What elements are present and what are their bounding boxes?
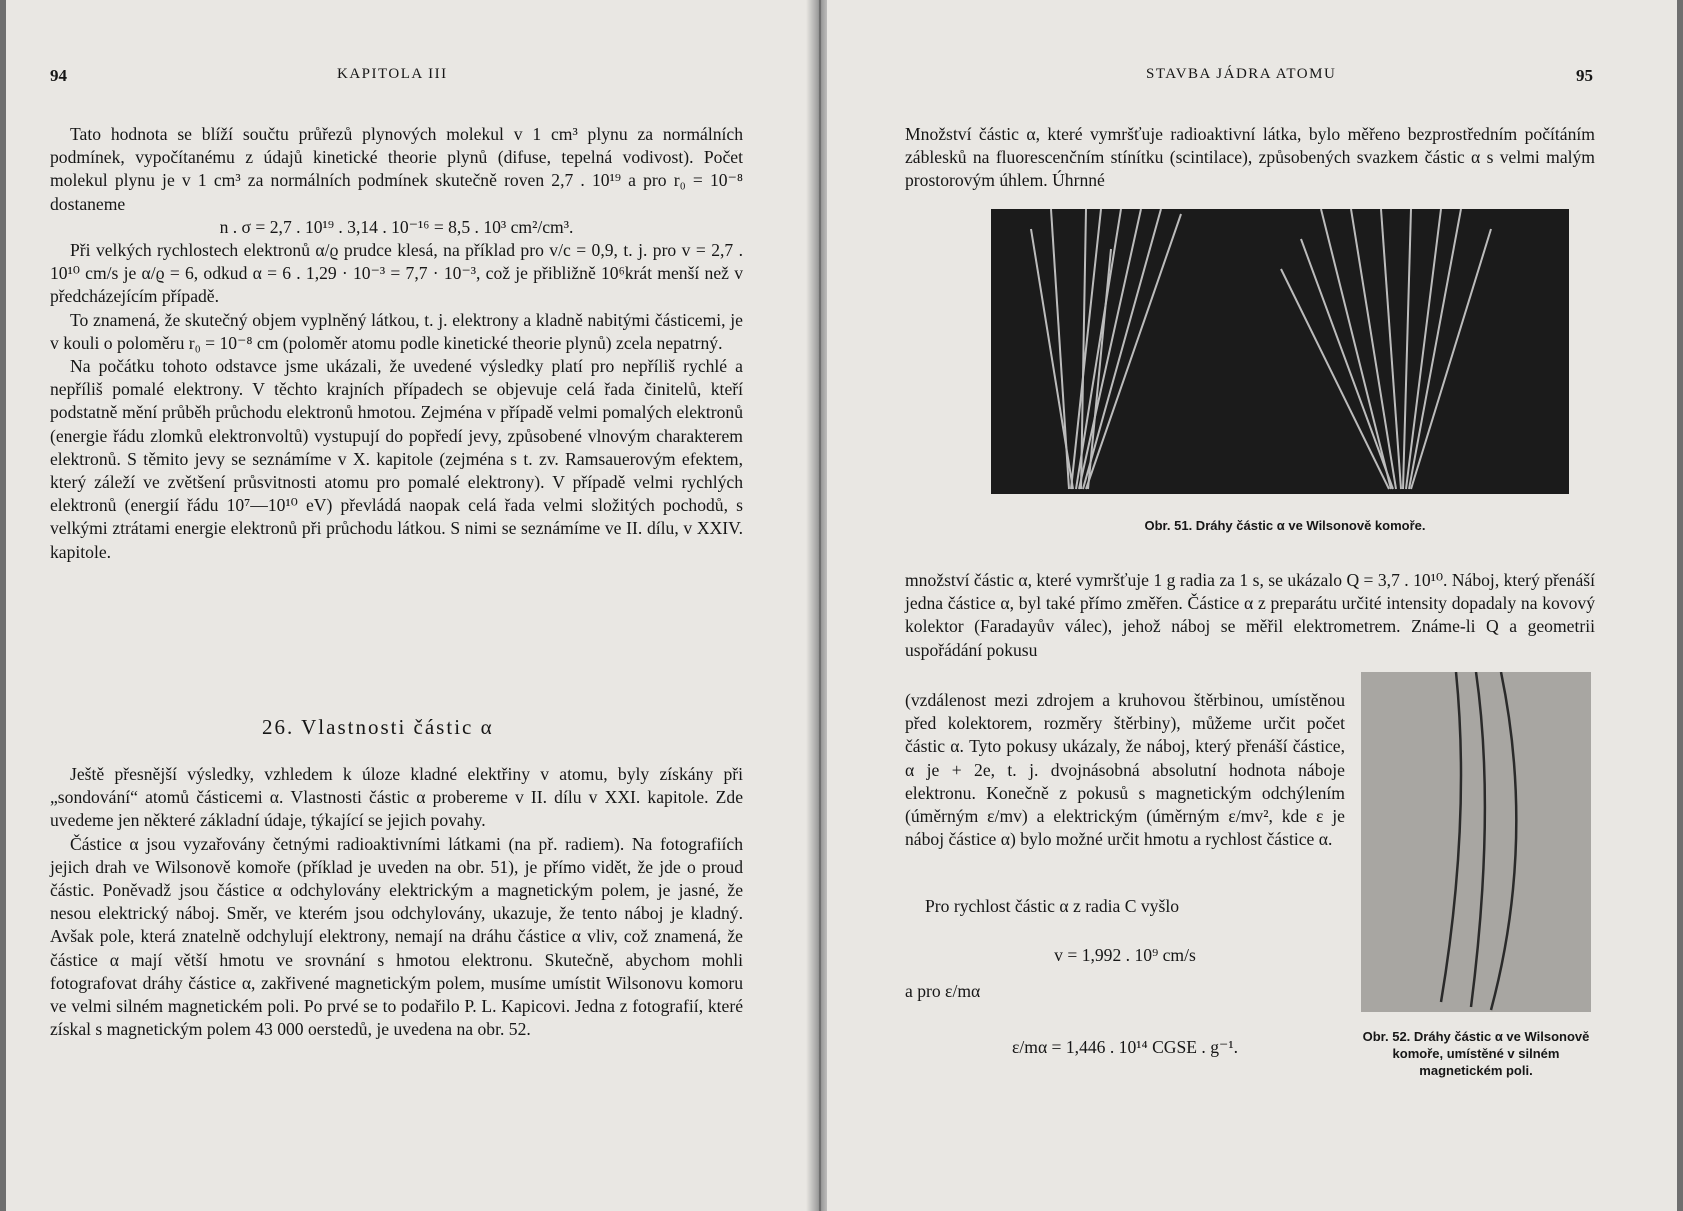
left-text-block-1 [50, 123, 743, 564]
right-page-number: 95 [1576, 66, 1593, 85]
left-paragraph-2: Při velkých rychlostech elektronů α/ϱ prudce klesá, na příklad pro v/c = 0,9, t. j. pro v = 2,7 . 10¹⁰ cm/s je α/ϱ = 6, odkud α = 6 . 1,29 · 10⁻³ = 7,7 · 10⁻³, což je přibližně 10⁶krát menší než v předcházejícím případě. [50, 240, 743, 307]
right-paragraph-4: a pro ε/mα [905, 981, 981, 1001]
left-paragraph-5: Ještě přesnější výsledky, vzhledem k úloze kladné elektřiny v atomu, byly získány při „sondování“ atomů částicemi α. Vlastnosti částic α probereme v II. dílu v XXI. kapitole. Zde uvedeme jen některé základní údaje, týkající se jejich povahy. [50, 764, 743, 831]
left-text-block-2 [50, 763, 743, 1041]
figure-52-magnetic-field-photo [1361, 672, 1591, 1012]
alpha-tracks-image [991, 209, 1569, 494]
left-paragraph-4: Na počátku tohoto odstavce jsme ukázali, že uvedené výsledky platí pro nepříliš rychlé a nepříliš pomalé elektrony. V těchto krajních případech se objevuje celá řada činitelů, kteří podstatně mění průběh průchodu elektronů hmotou. Zejména v případě velmi pomalých elektronů (energie řádu zlomků elektronvoltů) vystupují do popředí jevy, způsobené vlnovým charakterem elektronů. S těmito jevy se seznámíme v X. kapitole (zejména s t. zv. Ramsauerovým efektem, který záleží ve zvětšení průsvitnosti atomu pro pomalé elektrony). V případě velmi rychlých elektronů (energií řádu 10⁷—10¹⁰ eV) převládá naopak celá řada velmi složitých pochodů, s velkými ztrátami energie elektronů při průchodu látkou. S nimi se seznámíme ve II. dílu, v XXIV. kapitole. [50, 356, 743, 562]
right-paragraph-2-full: množství částic α, které vymršťuje 1 g radia za 1 s, se ukázalo Q = 3,7 . 10¹⁰. Náboj, který přenáší jedna částice α, byl také přímo změřen. Částice α z preparátu určité intensity dopadaly na kovový kolektor (Faradayův válec), jehož náboj se měřil elektrometrem. Známe-li Q a geometrii uspořádání pokusu [905, 570, 1595, 660]
right-paragraph-1: Množství částic α, které vymršťuje radioaktivní látka, bylo měřeno bezprostředním počítáním záblesků na fluorescenčním stínítku (scintilace), způsobených svazkem částic α s velmi malým prostorovým úhlem. Úhrnné [905, 124, 1595, 191]
figure-51-cloud-chamber-photo [991, 209, 1569, 494]
left-paragraph-6: Částice α jsou vyzařovány četnými radioaktivními látkami (na př. radiem). Na fotografiích jejich drah ve Wilsonově komoře (příklad je uveden na obr. 51), je přímo vidět, že jde o proud částic. Poněvadž jsou částice α odchylovány elektrickým a magnetickým polem, je jasné, že nesou elektrický náboj. Směr, ve kterém jsou odchylovány, ukazuje, že tento náboj je kladný. Avšak pole, která znatelně odchylují elektrony, nemají na dráhu částice α vliv, což znamená, že částice α mají větší hmotu ve srovnání s hmotou elektronu. Skutečně, abychom mohli fotografovat dráhy částice α, zakřivené magnetickým polem, musíme umístit Wilsonovu komoru ve velmi silném magnetickém poli. Po prvé se to podařilo P. L. Kapicovi. Jedna z fotografií, které získal s magnetickým polem 43 000 oerstedů, je uvedena na obr. 52. [50, 833, 743, 1040]
left-paragraph-3: To znamená, že skutečný objem vyplněný látkou, t. j. elektrony a kladně nabitými částicemi, je v kouli o poloměru r₀ = 10⁻⁸ cm (poloměr atomu podle kinetické theorie plynů) zcela nepatrný. [50, 309, 743, 353]
left-equation-1: n . σ = 2,7 . 10¹⁹ . 3,14 . 10⁻¹⁶ = 8,5 . 10³ cm²/cm³. [219, 216, 574, 237]
left-paragraph-1: Tato hodnota se blíží součtu průřezů plynových molekul v 1 cm³ plynu za normálních podmínek, vypočítanému z údajů kinetické theorie plynů (difuse, tepelná vodivost). Počet molekul plynu je v 1 cm³ za normálních podmínek skutečně roven 2,7 . 10¹⁹ a pro r₀ = 10⁻⁸ dostaneme [50, 124, 743, 214]
right-running-head: STAVBA JÁDRA ATOMU [1146, 66, 1337, 82]
left-page-number: 94 [50, 66, 67, 85]
right-paragraph-3: Pro rychlost částic α z radia C vyšlo [925, 896, 1180, 916]
section-heading: 26. Vlastnosti částic α [262, 715, 494, 739]
figure-51-caption: Obr. 51. Dráhy částic α ve Wilsonově komoře. [1144, 518, 1426, 533]
curved-tracks-image [1361, 672, 1591, 1012]
figure-52-caption: Obr. 52. Dráhy částic α ve Wilsonově komoře, umístěné v silném magnetickém poli. [1362, 1029, 1590, 1078]
right-paragraph-2-narrow: (vzdálenost mezi zdrojem a kruhovou štěrbinou, umístěnou před kolektorem, rozměry štěrbiny), můžeme určit počet částic α. Tyto pokusy ukázaly, že náboj, který přenáší částice, α je + 2e, t. j. dvojnásobná absolutní hodnota náboje elektronu. Konečně z pokusů s magnetickým odchýlením (úměrným ε/mv) a elektrickým (úměrným ε/mv², kde ε je náboj částice α) bylo možné určit hmotu a rychlost částice α. [905, 690, 1345, 850]
right-equation-2: ε/mα = 1,446 . 10¹⁴ CGSE . g⁻¹. [1011, 1037, 1238, 1057]
left-running-head: KAPITOLA III [337, 66, 448, 82]
right-equation-1: v = 1,992 . 10⁹ cm/s [1054, 945, 1196, 965]
